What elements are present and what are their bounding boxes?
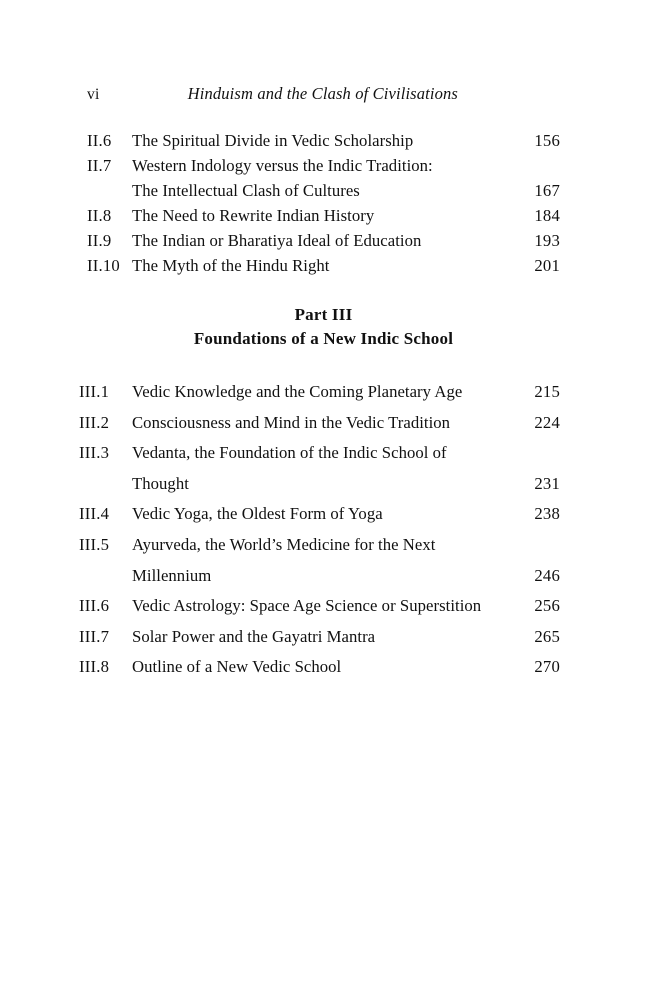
toc-entry-number: II.7 bbox=[87, 156, 112, 175]
toc-entry-title: Thought bbox=[132, 473, 189, 493]
toc-entry-page-number: 193 bbox=[534, 231, 560, 250]
toc-entry-page-number: 167 bbox=[534, 181, 560, 200]
toc-entry-title: Western Indology versus the Indic Tradition: bbox=[132, 156, 433, 175]
toc-entry-number: III.3 bbox=[79, 443, 110, 463]
toc-entry-page-number: 238 bbox=[534, 504, 560, 524]
toc-entry[interactable] bbox=[0, 377, 647, 408]
toc-entry[interactable] bbox=[0, 499, 647, 530]
toc-group-part-two-continued bbox=[0, 128, 647, 278]
toc-entry-title: The Need to Rewrite Indian History bbox=[132, 206, 375, 225]
toc-entry-page-number: 215 bbox=[534, 382, 560, 401]
toc-entry[interactable] bbox=[0, 408, 647, 439]
toc-entry-number: II.9 bbox=[87, 231, 112, 250]
toc-entry[interactable] bbox=[0, 652, 647, 683]
part-label: Part III bbox=[294, 305, 353, 324]
toc-entry-number: III.4 bbox=[79, 504, 110, 524]
folio-page-number: vi bbox=[87, 86, 100, 103]
toc-entry[interactable] bbox=[0, 469, 647, 500]
toc-entry-title: Millennium bbox=[132, 565, 212, 585]
toc-entry-title: Vedanta, the Foundation of the Indic School of bbox=[132, 443, 447, 463]
toc-entry-number: II.6 bbox=[87, 131, 112, 150]
toc-entry-page-number: 201 bbox=[534, 256, 560, 275]
toc-entry[interactable] bbox=[0, 591, 647, 622]
toc-entry-number: III.5 bbox=[79, 534, 110, 554]
toc-group-part-three bbox=[0, 278, 647, 683]
toc-entry[interactable] bbox=[0, 438, 647, 469]
toc-entry-page-number: 156 bbox=[534, 131, 560, 150]
toc-entry-number: III.1 bbox=[79, 382, 110, 401]
toc-entry-number: III.2 bbox=[79, 412, 110, 432]
toc-entry-title: Outline of a New Vedic School bbox=[132, 657, 342, 677]
toc-entry-title: The Intellectual Clash of Cultures bbox=[132, 181, 360, 200]
toc-entry-title: Vedic Astrology: Space Age Science or Superstition bbox=[132, 596, 482, 616]
toc-entry[interactable] bbox=[0, 530, 647, 561]
toc-entry-number: III.6 bbox=[79, 596, 110, 616]
toc-entry[interactable] bbox=[0, 178, 647, 203]
toc-entry[interactable] bbox=[0, 622, 647, 653]
toc-entry[interactable] bbox=[0, 128, 647, 153]
toc-entry-page-number: 246 bbox=[534, 565, 560, 585]
part-title: Foundations of a New Indic School bbox=[193, 329, 454, 348]
toc-entry[interactable] bbox=[0, 228, 647, 253]
toc-entry-page-number: 184 bbox=[534, 206, 560, 225]
toc-entry-number: II.10 bbox=[87, 256, 120, 275]
toc-entry-page-number: 231 bbox=[534, 473, 560, 493]
toc-entry-title: Consciousness and Mind in the Vedic Tradition bbox=[132, 412, 451, 432]
toc-entry-title: The Myth of the Hindu Right bbox=[132, 256, 330, 275]
toc-entry-number: II.8 bbox=[87, 206, 112, 225]
toc-entry-title: The Indian or Bharatiya Ideal of Education bbox=[132, 231, 422, 250]
toc-entry-page-number: 270 bbox=[534, 657, 560, 677]
toc-entry-page-number: 256 bbox=[534, 596, 560, 616]
part-heading bbox=[0, 278, 647, 377]
toc-entry-page-number: 224 bbox=[534, 412, 560, 432]
toc-entry-title: The Spiritual Divide in Vedic Scholarship bbox=[132, 131, 414, 150]
running-title: Hinduism and the Clash of Civilisations bbox=[187, 84, 458, 103]
running-head bbox=[87, 84, 560, 106]
toc-entry[interactable] bbox=[0, 561, 647, 592]
toc-entry[interactable] bbox=[0, 203, 647, 228]
toc-entry-title: Vedic Yoga, the Oldest Form of Yoga bbox=[132, 504, 383, 524]
toc-entry-title: Ayurveda, the World’s Medicine for the Next bbox=[132, 534, 436, 554]
toc-entry-number: III.8 bbox=[79, 657, 110, 677]
toc-entry[interactable] bbox=[0, 153, 647, 178]
toc-entry-title: Vedic Knowledge and the Coming Planetary Age bbox=[132, 382, 463, 401]
toc-entry-number: III.7 bbox=[79, 626, 110, 646]
toc-entry[interactable] bbox=[0, 253, 647, 278]
table-of-contents bbox=[0, 128, 647, 683]
toc-entry-title: Solar Power and the Gayatri Mantra bbox=[132, 626, 376, 646]
toc-entry-page-number: 265 bbox=[534, 626, 560, 646]
